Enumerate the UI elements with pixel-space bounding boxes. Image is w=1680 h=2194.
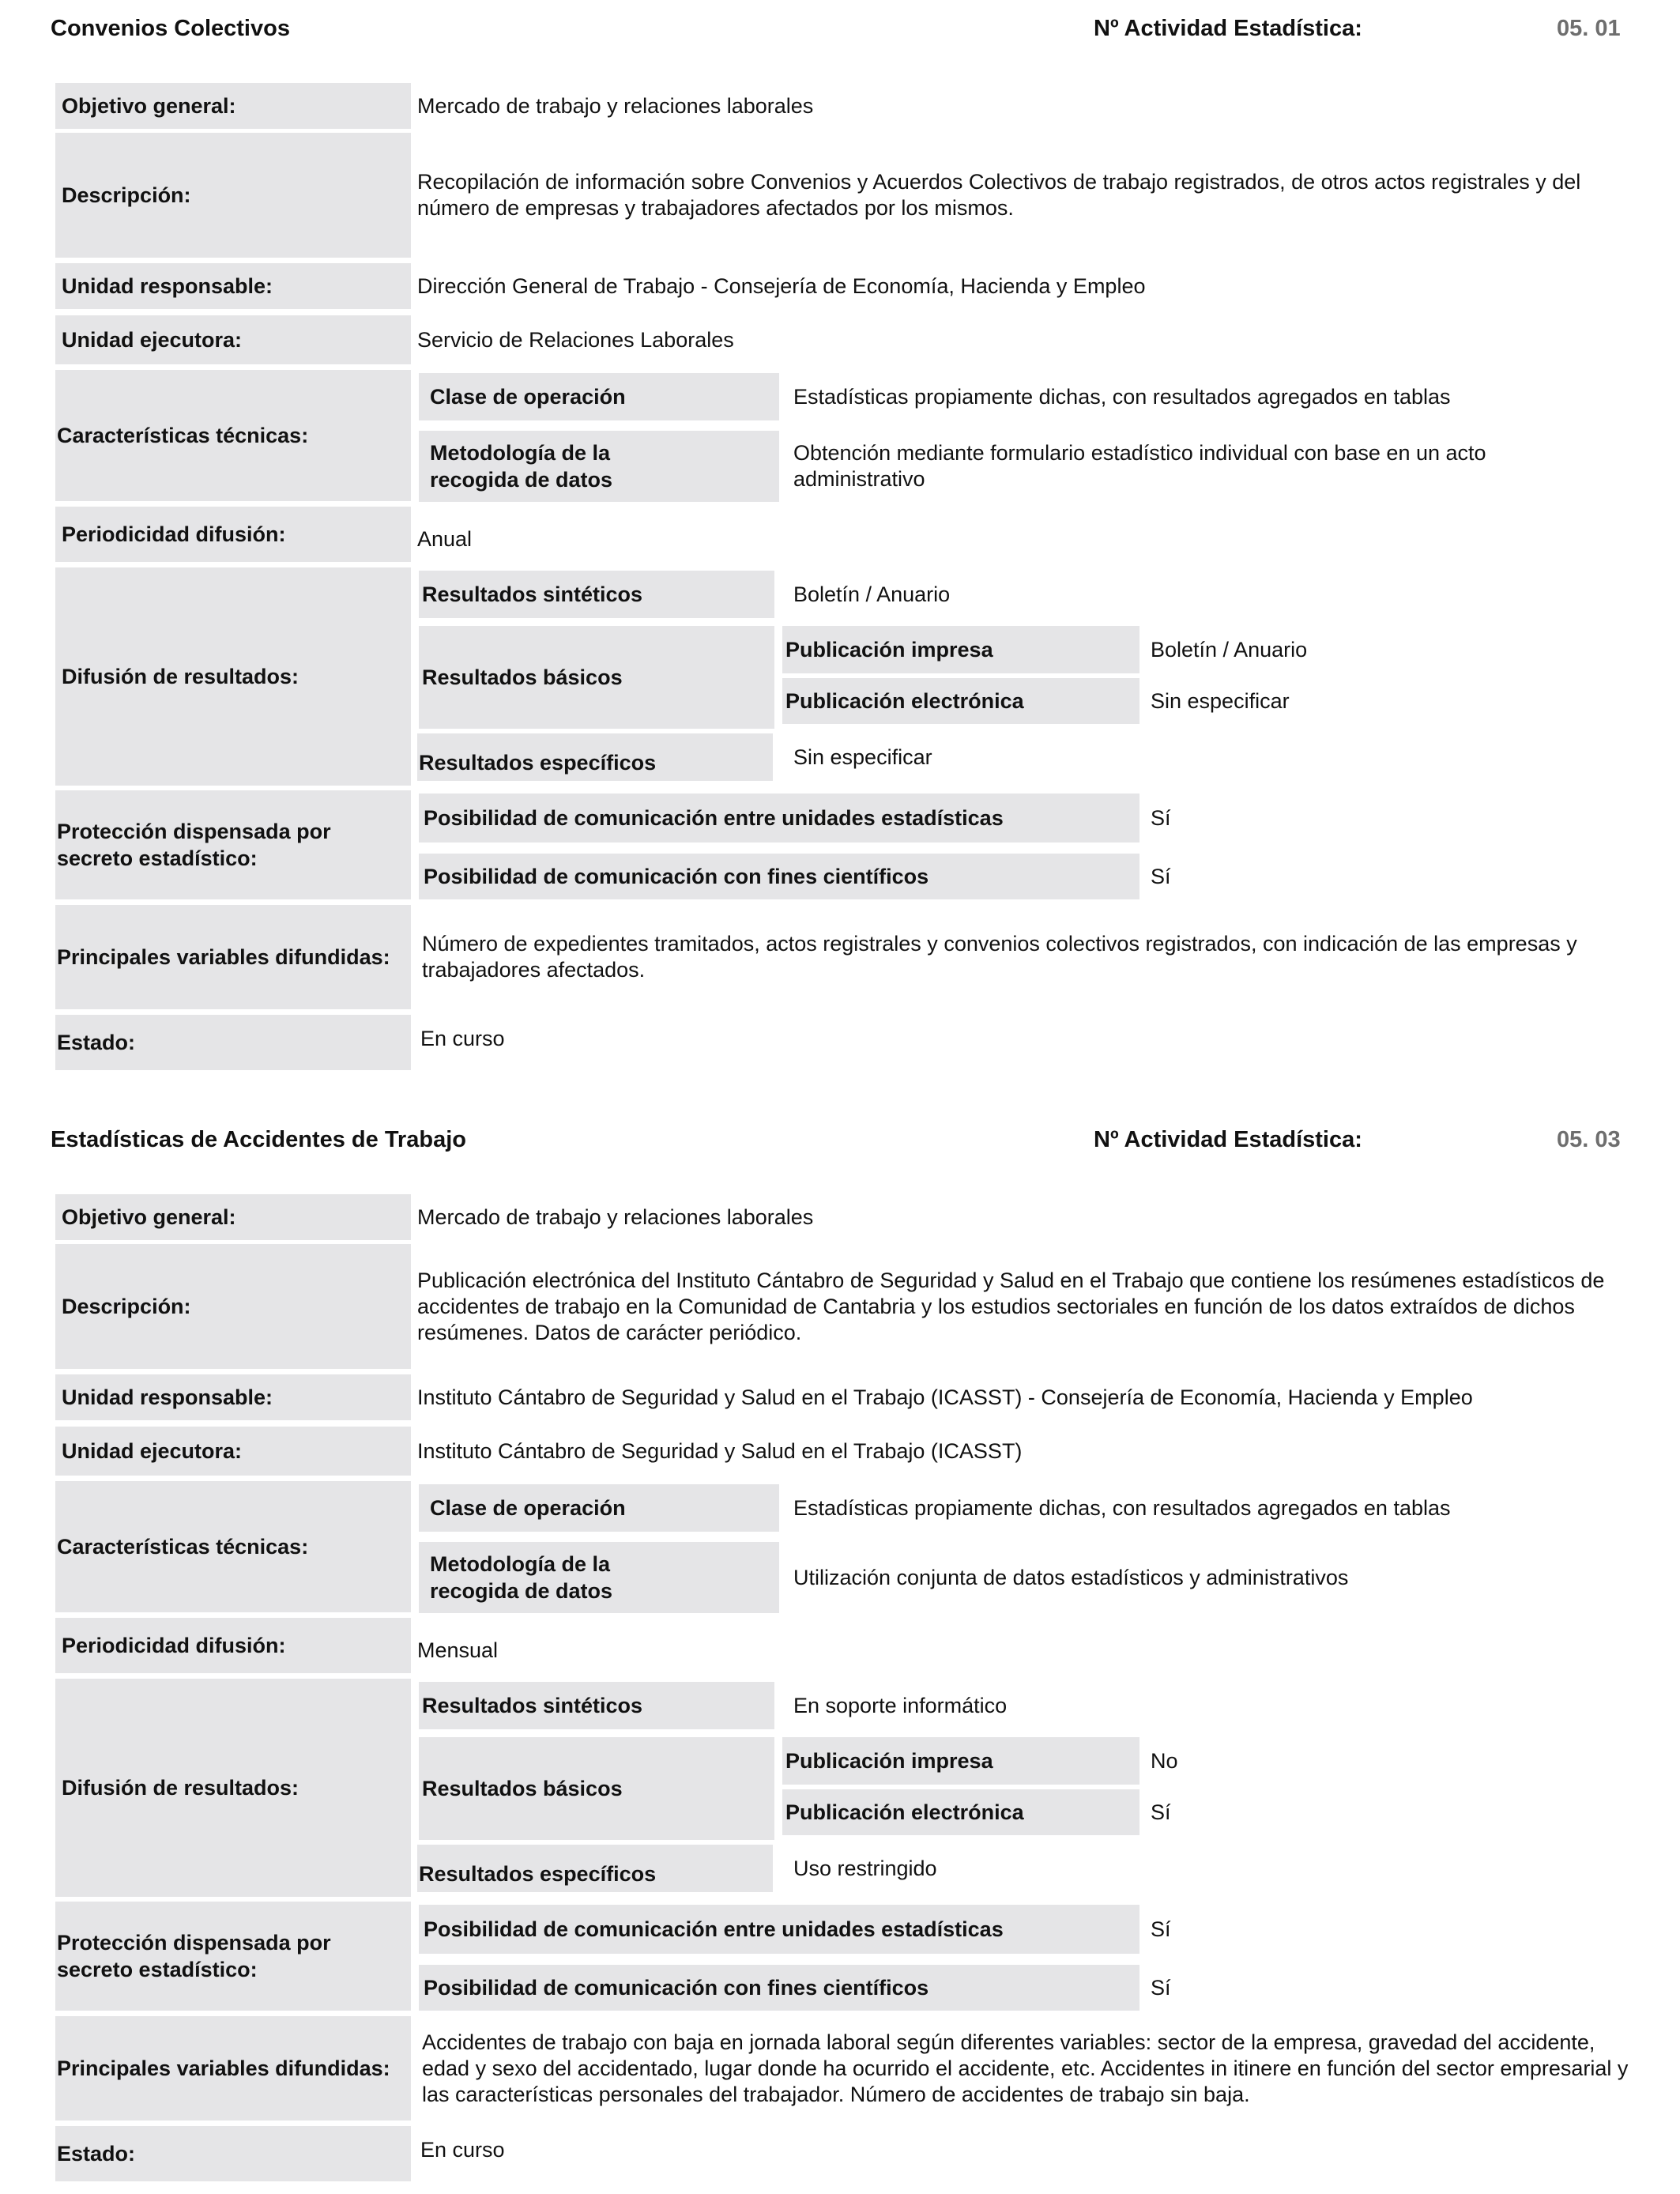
res-especificos-value: Uso restringido — [793, 1856, 937, 1880]
caracteristicas-label: Características técnicas: — [55, 370, 411, 501]
activity-number-label: Nº Actividad Estadística: — [1094, 1127, 1362, 1152]
res-sinteticos-label: Resultados sintéticos — [419, 1682, 774, 1729]
unidad-responsable-value: Dirección General de Trabajo - Consejería de Economía, Hacienda y Empleo — [417, 273, 1146, 298]
descripcion-label: Descripción: — [55, 1244, 411, 1369]
activity-code: 05. 03 — [1557, 1127, 1621, 1152]
res-basicos-label: Resultados básicos — [419, 626, 774, 729]
pub-electronica-value: Sin especificar — [1151, 688, 1290, 713]
difusion-label: Difusión de resultados: — [55, 567, 411, 786]
comunicacion-unidades-label: Posibilidad de comunicación entre unidades estadísticas — [419, 1905, 1139, 1954]
pub-impresa-label: Publicación impresa — [782, 626, 1139, 673]
comunicacion-unidades-value: Sí — [1151, 1917, 1171, 1941]
pub-impresa-value: No — [1151, 1748, 1178, 1773]
objetivo-value: Mercado de trabajo y relaciones laborales — [417, 93, 814, 118]
periodicidad-value: Anual — [417, 526, 473, 551]
res-especificos-label: Resultados específicos — [417, 733, 773, 781]
comunicacion-cientificos-label: Posibilidad de comunicación con fines científicos — [419, 854, 1139, 899]
unidad-responsable-label: Unidad responsable: — [55, 1374, 411, 1420]
periodicidad-label: Periodicidad difusión: — [55, 507, 411, 562]
difusion-label: Difusión de resultados: — [55, 1679, 411, 1897]
variables-label: Principales variables difundidas: — [55, 2016, 411, 2120]
activity-code: 05. 01 — [1557, 16, 1621, 41]
activity-number-label: Nº Actividad Estadística: — [1094, 16, 1362, 41]
unidad-ejecutora-value: Instituto Cántabro de Seguridad y Salud en el Trabajo (ICASST) — [417, 1438, 1023, 1463]
estado-value: En curso — [420, 2137, 505, 2162]
proteccion-label-text: Protección dispensada por secreto estadístico: — [57, 820, 331, 870]
res-sinteticos-value: En soporte informático — [793, 1693, 1008, 1717]
comunicacion-cientificos-label: Posibilidad de comunicación con fines científicos — [419, 1965, 1139, 2011]
unidad-ejecutora-label: Unidad ejecutora: — [55, 315, 411, 364]
comunicacion-cientificos-value: Sí — [1151, 1975, 1171, 2000]
clase-operacion-label: Clase de operación — [419, 1484, 779, 1532]
pub-electronica-value: Sí — [1151, 1800, 1171, 1824]
descripcion-label: Descripción: — [55, 133, 411, 258]
proteccion-label — [55, 790, 411, 899]
estado-value: En curso — [420, 1026, 505, 1050]
caracteristicas-label: Características técnicas: — [55, 1481, 411, 1612]
pub-impresa-value: Boletín / Anuario — [1151, 637, 1308, 662]
descripcion-value: Recopilación de información sobre Convenios y Acuerdos Colectivos de trabajo registrados, de otros actos registrales y del número de empresas y trabajadores afectados por los mismos. — [417, 170, 1581, 220]
periodicidad-label: Periodicidad difusión: — [55, 1618, 411, 1673]
metodologia-value: Utilización conjunta de datos estadísticos y administrativos — [793, 1565, 1349, 1589]
estado-label: Estado: — [55, 2126, 411, 2181]
unidad-responsable-value: Instituto Cántabro de Seguridad y Salud en el Trabajo (ICASST) - Consejería de Economía, Hacienda y Empleo — [417, 1385, 1473, 1409]
variables-label: Principales variables difundidas: — [55, 905, 411, 1009]
res-basicos-label: Resultados básicos — [419, 1737, 774, 1840]
variables-value: Número de expedientes tramitados, actos registrales y convenios colectivos registrados, con indicación de las empresas y trabajadores afectados. — [422, 932, 1577, 982]
proteccion-label — [55, 1902, 411, 2011]
descripcion-value: Publicación electrónica del Instituto Cántabro de Seguridad y Salud en el Trabajo que contiene los resúmenes estadísticos de accidentes de trabajo en la Comunidad de Cantabria y los estudios sectoriales en función de los datos extraídos de dichos resúmenes. Datos de carácter periódico. — [417, 1268, 1605, 1344]
section-title: Convenios Colectivos — [51, 16, 290, 41]
pub-impresa-label: Publicación impresa — [782, 1737, 1139, 1785]
res-especificos-value: Sin especificar — [793, 745, 932, 769]
estado-label: Estado: — [55, 1015, 411, 1070]
pub-electronica-label: Publicación electrónica — [782, 1789, 1139, 1835]
metodologia-label-text: Metodología de la recogida de datos — [430, 1552, 613, 1603]
objetivo-value: Mercado de trabajo y relaciones laborales — [417, 1204, 814, 1229]
metodologia-label-text: Metodología de la recogida de datos — [430, 441, 613, 492]
metodologia-label — [419, 431, 779, 502]
unidad-responsable-label: Unidad responsable: — [55, 263, 411, 309]
proteccion-label-text: Protección dispensada por secreto estadístico: — [57, 1931, 331, 1981]
unidad-ejecutora-label: Unidad ejecutora: — [55, 1427, 411, 1476]
section-title: Estadísticas de Accidentes de Trabajo — [51, 1127, 466, 1152]
comunicacion-unidades-value: Sí — [1151, 805, 1171, 830]
res-especificos-label: Resultados específicos — [417, 1845, 773, 1892]
periodicidad-value: Mensual — [417, 1638, 499, 1662]
unidad-ejecutora-value: Servicio de Relaciones Laborales — [417, 327, 734, 352]
pub-electronica-label: Publicación electrónica — [782, 678, 1139, 724]
objetivo-label: Objetivo general: — [55, 1194, 411, 1240]
res-sinteticos-label: Resultados sintéticos — [419, 571, 774, 618]
comunicacion-cientificos-value: Sí — [1151, 864, 1171, 888]
clase-operacion-value: Estadísticas propiamente dichas, con resultados agregados en tablas — [793, 1495, 1451, 1520]
clase-operacion-label: Clase de operación — [419, 373, 779, 420]
clase-operacion-value: Estadísticas propiamente dichas, con resultados agregados en tablas — [793, 384, 1451, 409]
res-sinteticos-value: Boletín / Anuario — [793, 582, 951, 606]
metodologia-label — [419, 1542, 779, 1613]
variables-value: Accidentes de trabajo con baja en jornada laboral según diferentes variables: sector de la empresa, gravedad del accidente, edad y sexo del accidentado, lugar donde ha ocurrido el accidente, etc. Accidentes in itinere en función del sector empresarial y las características personales del trabajador. Número de accidentes de trabajo sin baja. — [422, 2030, 1629, 2106]
metodologia-value: Obtención mediante formulario estadístico individual con base en un acto administrativo — [793, 441, 1486, 491]
objetivo-label: Objetivo general: — [55, 83, 411, 129]
comunicacion-unidades-label: Posibilidad de comunicación entre unidades estadísticas — [419, 794, 1139, 843]
